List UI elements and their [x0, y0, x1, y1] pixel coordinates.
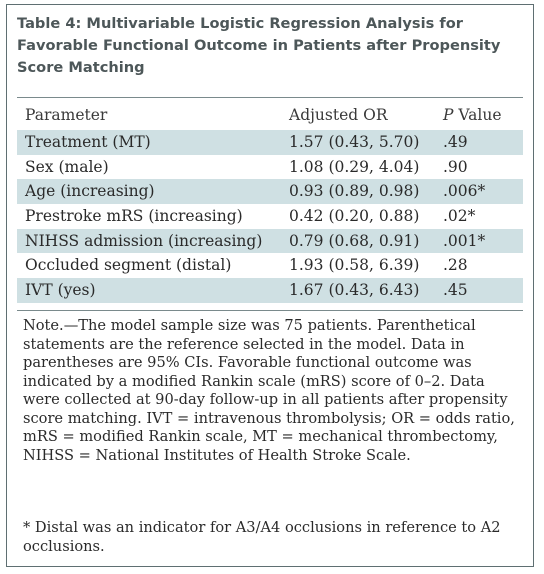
table-row — [17, 229, 523, 254]
header-parameter: Parameter — [25, 106, 108, 124]
table-row — [17, 179, 523, 204]
table-header-row — [17, 102, 523, 130]
table-title: Table 4: Multivariable Logistic Regression Analysis for Favorable Functional Outcome in Patients after Propensity Score Matching — [17, 15, 501, 76]
row-p-value: .49 — [443, 133, 468, 151]
row-parameter: Sex (male) — [25, 157, 109, 176]
table-note: Note.—The model sample size was 75 patients. Parenthetical statements are the reference selected in the model. Data in parentheses are 95% CIs. Favorable functional outcome was indicated by a modified Rankin scale (mRS) score of 0–2. Data were collected at 90-day follow-up in all patients after propensity score matching. IVT = intravenous thrombolysis; OR = odds ratio, mRS = modified Rankin scale, MT = mechanical thrombectomy, NIHSS = National Institutes of Health Stroke Scale. — [23, 317, 515, 464]
row-parameter: Age (increasing) — [25, 182, 155, 201]
row-p-value: .45 — [443, 281, 468, 300]
row-parameter: Occluded segment (distal) — [25, 256, 232, 275]
row-parameter: Treatment (MT) — [25, 133, 151, 151]
table-row — [17, 155, 523, 180]
table-frame — [6, 4, 534, 567]
table-row — [17, 278, 523, 303]
row-p-value: .006* — [443, 182, 486, 201]
table-row — [17, 130, 523, 155]
table-bottom-rule — [17, 310, 523, 311]
header-p-rest: Value — [453, 106, 502, 124]
row-parameter: Prestroke mRS (increasing) — [25, 207, 243, 226]
header-p-italic: P — [443, 106, 454, 124]
row-adjusted-or: 0.93 (0.89, 0.98) — [289, 182, 420, 201]
row-p-value: .28 — [443, 256, 468, 275]
header-rule — [17, 97, 523, 98]
row-adjusted-or: 1.93 (0.58, 6.39) — [289, 256, 420, 275]
header-adjusted-or: Adjusted OR — [289, 106, 388, 124]
row-p-value: .02* — [443, 207, 476, 226]
row-adjusted-or: 0.79 (0.68, 0.91) — [289, 231, 420, 250]
row-p-value: .001* — [443, 231, 486, 250]
table-row — [17, 204, 523, 229]
header-p-value — [443, 106, 502, 124]
row-adjusted-or: 1.57 (0.43, 5.70) — [289, 133, 420, 151]
row-adjusted-or: 1.08 (0.29, 4.04) — [289, 157, 420, 176]
table-row — [17, 253, 523, 278]
row-adjusted-or: 0.42 (0.20, 0.88) — [289, 207, 420, 226]
row-p-value: .90 — [443, 157, 468, 176]
row-parameter: IVT (yes) — [25, 281, 96, 300]
row-adjusted-or: 1.67 (0.43, 6.43) — [289, 281, 420, 300]
regression-table — [17, 102, 523, 303]
table-footnote: * Distal was an indicator for A3/A4 occlusions in reference to A2 occlusions. — [23, 519, 501, 555]
row-parameter: NIHSS admission (increasing) — [25, 231, 263, 250]
